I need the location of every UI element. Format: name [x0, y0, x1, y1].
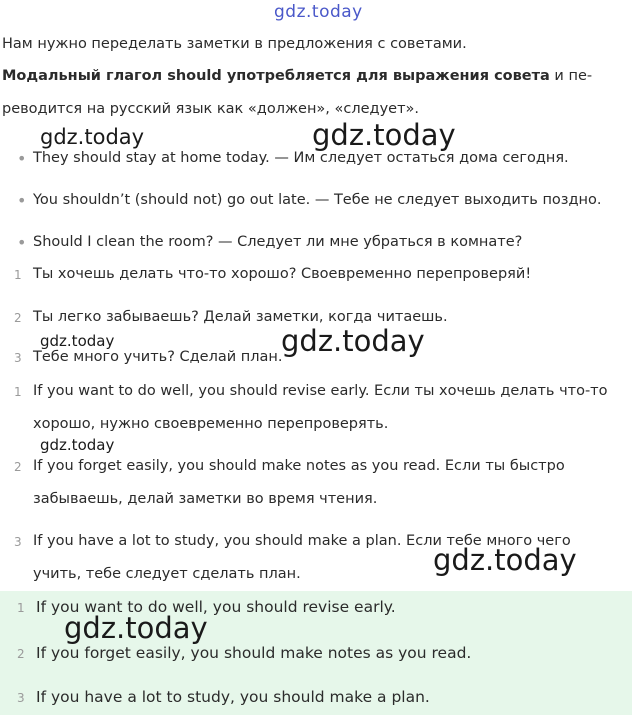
example-text: You shouldn’t (should not) go out late. — Тебе не следует выходить поздно. [33, 192, 602, 208]
list-number: 3 [14, 535, 22, 549]
watermark: gdz.today [40, 125, 145, 149]
watermark: gdz.today [40, 436, 115, 454]
intro-line-3: реводится на русский язык как «должен», «следует». [2, 101, 419, 117]
note-text: Ты легко забываешь? Делай заметки, когда читаешь. [33, 309, 448, 325]
list-number: 2 [14, 460, 22, 474]
example-text: They should stay at home today. — Им следует остаться дома сегодня. [33, 150, 569, 166]
intro-line-2 [2, 69, 592, 84]
list-number: 1 [14, 385, 22, 399]
answer-text: If you want to do well, you should revise early. [36, 598, 396, 616]
answer-box [0, 591, 632, 715]
intro-rule-bold: Модальный глагол should употребляется для выражения совета [2, 68, 550, 84]
intro-rule-rest: и пе- [549, 68, 593, 84]
explained-text-line-2: учить, тебе следует сделать план. [33, 566, 301, 582]
list-number: 2 [14, 311, 22, 325]
intro-line-1: Нам нужно переделать заметки в предложения с советами. [2, 36, 467, 52]
answer-text: If you forget easily, you should make notes as you read. [36, 644, 472, 662]
explained-text-line-1: If you want to do well, you should revise early. Если ты хочешь делать что-то [33, 383, 608, 399]
list-number: 1 [14, 268, 22, 282]
bullet-dot-icon: • [17, 233, 27, 252]
example-text: Should I clean the room? — Следует ли мне убраться в комнате? [33, 234, 523, 250]
explained-text-line-1: If you have a lot to study, you should make a plan. Если тебе много чего [33, 533, 571, 549]
note-text: Ты хочешь делать что-то хорошо? Своевременно перепроверяй! [33, 266, 532, 282]
watermark-top: gdz.today [274, 2, 363, 22]
watermark: gdz.today [64, 611, 208, 645]
watermark: gdz.today [312, 118, 456, 152]
list-number: 3 [17, 691, 25, 705]
explained-text-line-2: забываешь, делай заметки во время чтения. [33, 491, 378, 507]
explained-text-line-2: хорошо, нужно своевременно перепроверять. [33, 416, 389, 432]
list-number: 2 [17, 647, 25, 661]
watermark: gdz.today [433, 543, 577, 577]
explained-text-line-1: If you forget easily, you should make notes as you read. Если ты быстро [33, 458, 565, 474]
watermark: gdz.today [40, 332, 115, 350]
bullet-dot-icon: • [17, 149, 27, 168]
answer-text: If you have a lot to study, you should make a plan. [36, 688, 430, 706]
list-number: 1 [17, 601, 25, 615]
bullet-dot-icon: • [17, 191, 27, 210]
watermark: gdz.today [281, 324, 425, 358]
list-number: 3 [14, 351, 22, 365]
note-text: Тебе много учить? Сделай план. [33, 349, 283, 365]
